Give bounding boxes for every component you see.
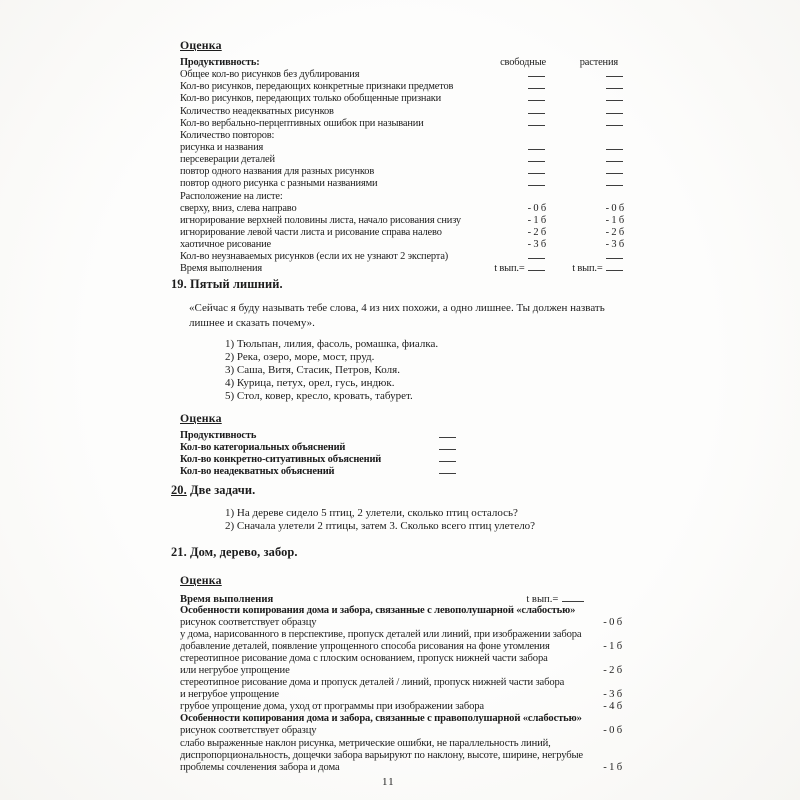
row-label: или негрубое упрощение: [180, 665, 290, 677]
row-label: Особенности копирования дома и забора, связанные с правополушарной «слабостью»: [180, 713, 582, 725]
row-value-free: [480, 93, 546, 105]
row-label: грубое упрощение дома, уход от программы при изображении забора: [180, 701, 484, 713]
score-row: [180, 239, 624, 251]
score-row: [180, 689, 622, 701]
execution-time-label: Время выполнения: [180, 594, 274, 605]
row-value-plants: [546, 81, 624, 93]
blank-line: [606, 256, 623, 259]
blank-line: [528, 123, 545, 126]
row-label: Количество неадекватных рисунков: [180, 105, 334, 117]
score-row: [180, 93, 624, 105]
score-row: [180, 665, 622, 677]
score-row: [180, 215, 624, 227]
blank-line: [606, 74, 623, 77]
list-item: 5) Стол, ковер, кресло, кровать, табурет.: [225, 390, 413, 402]
row-value-free: - 1 б: [527, 214, 546, 226]
score-row: [180, 178, 624, 190]
blank-line: [528, 98, 545, 101]
score-row: [180, 738, 622, 750]
score-row: [180, 430, 457, 442]
section-19-title-text: Пятый лишний.: [190, 277, 283, 291]
section-20-task-list: [225, 507, 641, 533]
score-row: [180, 251, 624, 263]
row-label: Кол-во рисунков, передающих только обобщенные признаки: [180, 93, 442, 105]
blank-line: [606, 268, 623, 271]
row-value-free: [480, 166, 546, 178]
row-value: - 0 б: [603, 725, 622, 737]
list-item: 1) Тюльпан, лилия, фасоль, ромашка, фиалка.: [225, 338, 439, 350]
row-label: стереотипное рисование дома с плоским основанием, пропуск нижней части забора: [180, 653, 548, 665]
row-value-free: t вып.=: [480, 263, 546, 275]
row-label: Кол-во категориальных объяснений: [180, 442, 346, 454]
score-section-top: [180, 38, 624, 276]
score-row: [180, 454, 457, 466]
row-label: рисунок соответствует образцу: [180, 725, 317, 737]
section-21-title: [171, 545, 624, 560]
score-row: [180, 118, 624, 130]
score-row: [180, 69, 624, 81]
row-value-free: - 0 б: [527, 202, 546, 214]
blank-line: [528, 268, 545, 271]
section-19: [171, 277, 641, 479]
blank-line: [528, 256, 545, 259]
row-value-free: [480, 118, 546, 130]
score-row: [180, 701, 622, 713]
score-row: [180, 629, 622, 641]
row-value-plants: - 0 б: [605, 202, 624, 214]
row-label: игнорирование верхней половины листа, начало рисования снизу: [180, 214, 461, 226]
score-row: [180, 466, 457, 478]
score-row: [180, 762, 622, 774]
blank-line: [439, 435, 456, 438]
section-19-score-rows: [180, 430, 457, 479]
blank-line: [606, 86, 623, 89]
row-label: сверху, вниз, слева направо: [180, 202, 297, 214]
score-row: [180, 725, 622, 737]
section-21-score-heading: Оценка: [180, 573, 222, 587]
row-value: - 1 б: [603, 761, 622, 773]
row-value: [411, 430, 457, 442]
score-table-rows: [180, 69, 624, 275]
row-value: - 2 б: [603, 665, 622, 677]
blank-line: [606, 123, 623, 126]
row-value: - 1 б: [603, 641, 622, 653]
row-label: Расположение на листе:: [180, 190, 283, 202]
row-value-plants: [546, 93, 624, 105]
row-value: - 3 б: [603, 689, 622, 701]
row-value-free: [480, 69, 546, 81]
section-19-score-heading: Оценка: [180, 411, 222, 425]
row-label: слабо выраженные наклон рисунка, метрические ошибки, не параллельность линий,: [180, 737, 551, 749]
row-value-plants: [546, 106, 624, 118]
score-row: [180, 106, 624, 118]
score-row: [180, 677, 622, 689]
row-value-free: [480, 154, 546, 166]
row-label: повтор одного названия для разных рисунков: [180, 166, 375, 178]
row-label: хаотичное рисование: [180, 239, 271, 251]
score-row: [180, 605, 622, 617]
section-20-title-text: Две задачи.: [190, 483, 256, 497]
score-row: [180, 81, 624, 93]
list-item: 3) Саша, Витя, Стасик, Петров, Коля.: [225, 364, 400, 376]
row-label: Особенности копирования дома и забора, связанные с левополушарной «слабостью»: [180, 605, 576, 616]
row-value: - 0 б: [603, 617, 622, 629]
score-row: [180, 130, 624, 142]
section-20-title: [171, 483, 641, 498]
blank-line: [528, 171, 545, 174]
score-row: [180, 191, 624, 203]
row-label: Кол-во вербально-перцептивных ошибок при назывании: [180, 117, 424, 129]
row-value: [411, 466, 457, 478]
blank-line: [528, 111, 545, 114]
score-row: [180, 263, 624, 275]
section-21-title-text: Дом, дерево, забор.: [190, 545, 298, 559]
score-row: [180, 166, 624, 178]
row-label: проблемы сочленения забора и дома: [180, 761, 340, 773]
blank-line: [606, 171, 623, 174]
row-value-plants: [546, 154, 624, 166]
row-value-plants: [546, 142, 624, 154]
score-table-header-row: [180, 57, 624, 69]
blank-line: [606, 147, 623, 150]
list-item: 2) Река, озеро, море, мост, пруд.: [225, 351, 375, 363]
score-row: [180, 203, 624, 215]
row-value-plants: [546, 118, 624, 130]
row-value-plants: t вып.=: [546, 263, 624, 275]
section-21-score-rows: [180, 605, 622, 774]
productivity-label: Продуктивность:: [180, 57, 260, 68]
row-value-free: [480, 251, 546, 263]
row-label: Кол-во рисунков, передающих конкретные признаки предметов: [180, 81, 454, 93]
blank-line: [439, 459, 456, 462]
row-label: и негрубое упрощение: [180, 689, 279, 701]
section-19-title: [171, 277, 641, 292]
row-value-plants: [546, 178, 624, 190]
blank-line: [439, 471, 456, 474]
row-value-plants: - 3 б: [605, 239, 624, 251]
list-item: 4) Курица, петух, орел, гусь, индюк.: [225, 377, 395, 389]
row-label: Количество повторов:: [180, 129, 275, 141]
row-value-plants: - 1 б: [605, 214, 624, 226]
column-header-plants: растения: [579, 57, 618, 68]
section-19-word-list: [225, 338, 641, 403]
blank-line: [606, 159, 623, 162]
section-19-number: 19.: [171, 277, 187, 291]
score-row: [180, 641, 622, 653]
list-item: 1) На дереве сидело 5 птиц, 2 улетели, сколько птиц осталось?: [225, 507, 518, 519]
row-value-plants: [546, 166, 624, 178]
section-20: [171, 483, 641, 533]
section-19-instruction: «Сейчас я буду называть тебе слова, 4 из них похожи, а одно лишнее. Ты должен назвать лишнее и сказать почему».: [189, 302, 605, 329]
row-label: Время выполнения: [180, 263, 263, 275]
score-row: [180, 154, 624, 166]
blank-line: [606, 98, 623, 101]
row-label: Кол-во конкретно-ситуативных объяснений: [180, 454, 382, 466]
row-label: Кол-во неадекватных объяснений: [180, 466, 335, 478]
row-value-free: [480, 142, 546, 154]
row-label: у дома, нарисованного в перспективе, пропуск деталей или линий, при изображении забора: [180, 629, 582, 641]
blank-line: [528, 183, 545, 186]
blank-line: [528, 86, 545, 89]
execution-time-value: t вып.=: [526, 594, 622, 605]
score-row: [180, 617, 622, 629]
row-value-plants: [546, 251, 624, 263]
blank-line: [606, 183, 623, 186]
blank-line: [528, 74, 545, 77]
score-row: [180, 227, 624, 239]
row-label: рисунка и названия: [180, 141, 264, 153]
row-value-plants: [546, 69, 624, 81]
page-number: 11: [382, 776, 395, 788]
blank-line: [528, 147, 545, 150]
row-label: стереотипное рисование дома и пропуск деталей / линий, пропуск нижней части забора: [180, 677, 565, 689]
row-label: повтор одного рисунка с разными названиями: [180, 178, 378, 190]
row-value: [411, 442, 457, 454]
row-value-free: [480, 81, 546, 93]
row-label: Общее кол-во рисунков без дублирования: [180, 69, 360, 81]
score-row: [180, 750, 622, 762]
row-value-plants: - 2 б: [605, 226, 624, 238]
row-value-free: - 2 б: [527, 226, 546, 238]
blank-line: [528, 159, 545, 162]
row-value-free: [480, 178, 546, 190]
row-label: игнорирование левой части листа и рисование справа налево: [180, 226, 442, 238]
row-value: [411, 454, 457, 466]
row-label: Кол-во неузнаваемых рисунков (если их не узнают 2 эксперта): [180, 251, 449, 263]
row-label: Продуктивность: [180, 430, 257, 441]
row-value-free: [480, 106, 546, 118]
score-row: [180, 142, 624, 154]
blank-line: [439, 447, 456, 450]
blank-line: [562, 599, 584, 602]
column-header-free: свободные: [500, 57, 546, 68]
row-label: добавление деталей, появление упрощенного способа рисования на фоне утомления: [180, 641, 550, 653]
section-21-number: 21.: [171, 545, 187, 559]
score-row: [180, 713, 622, 725]
score-row: [180, 653, 622, 665]
score-heading: Оценка: [180, 38, 222, 52]
row-label: персеверации деталей: [180, 154, 275, 166]
list-item: 2) Сначала улетели 2 птицы, затем 3. Сколько всего птиц улетело?: [225, 520, 536, 532]
row-value: - 4 б: [603, 701, 622, 713]
section-21: [171, 545, 624, 774]
section-20-number: 20.: [171, 483, 187, 497]
row-value-free: - 3 б: [527, 239, 546, 251]
row-label: диспропорциональность, дощечки забора варьируют по наклону, высоте, ширине, негрубые: [180, 749, 583, 761]
execution-time-row: [180, 594, 622, 605]
blank-line: [606, 111, 623, 114]
score-row: [180, 442, 457, 454]
row-label: рисунок соответствует образцу: [180, 617, 317, 629]
